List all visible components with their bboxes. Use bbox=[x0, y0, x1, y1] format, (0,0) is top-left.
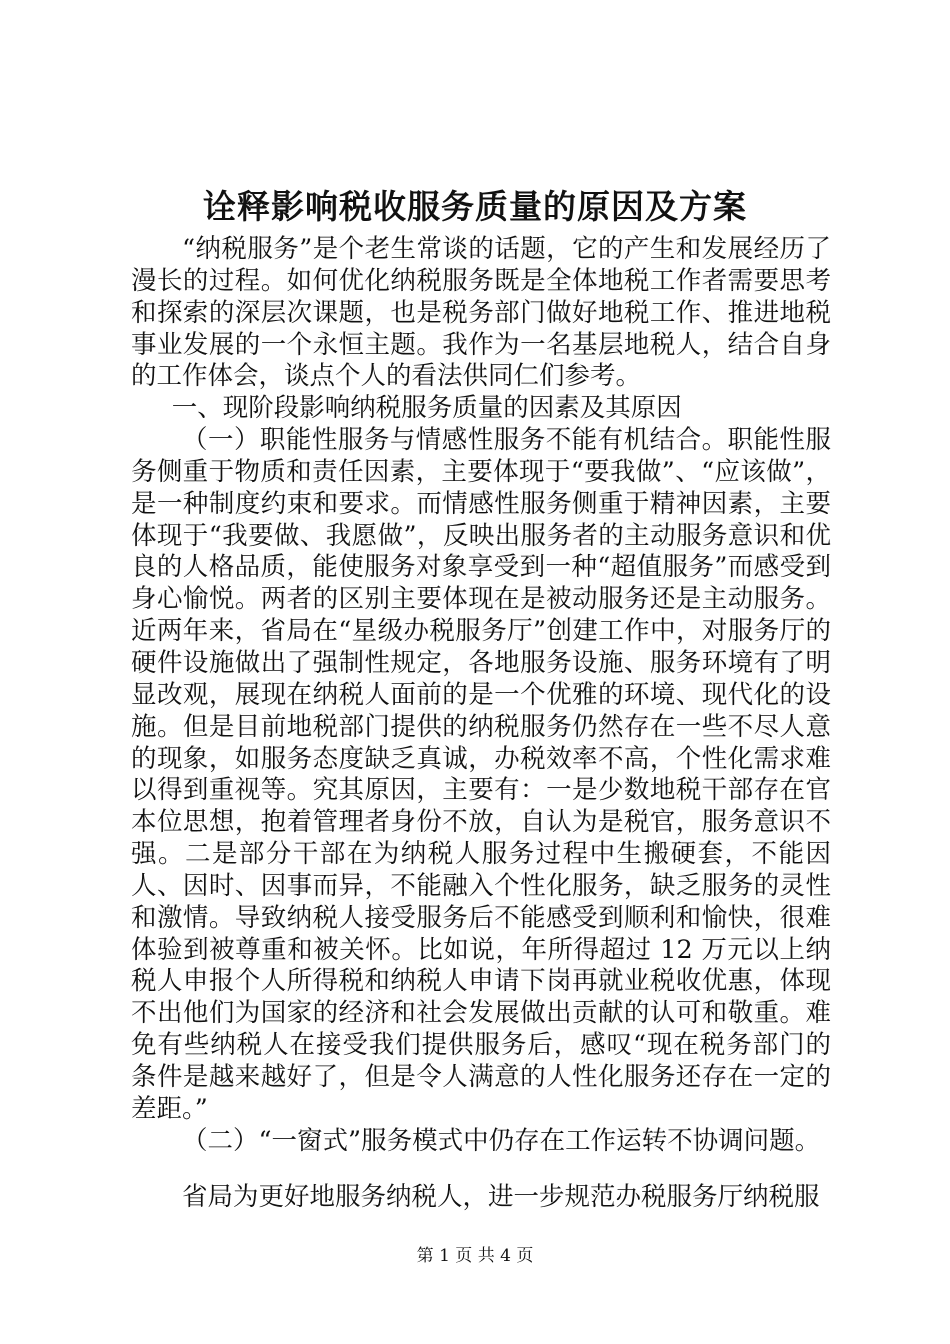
document-title: 诠释影响税收服务质量的原因及方案 bbox=[203, 187, 747, 226]
subsection-paragraph-1: （一）职能性服务与情感性服务不能有机结合。职能性服务侧重于物质和责任因素，主要体现于“要我做”、“应该做”，是一种制度约束和要求。而情感性服务侧重于精神因素，主要体现于“我要做、我愿做”，反映出服务者的主动服务意识和优良的人格品质，能使服务对象享受到一种“超值服务”而感受到身心愉悦。两者的区别主要体现在是被动服务还是主动服务。近两年来，省局在“星级办税服务厅”创建工作中，对服务厅的硬件设施做出了强制性规定，各地服务设施、服务环境有了明显改观，展现在纳税人面前的是一个优雅的环境、现代化的设施。但是目前地税部门提供的纳税服务仍然存在一些不尽人意的现象，如服务态度缺乏真诚，办税效率不高，个性化需求难以得到重视等。究其原因，主要有：一是少数地税干部存在官本位思想，抱着管理者身份不放，自认为是税官，服务意识不强。二是部分干部在为纳税人服务过程中生搬硬套，不能因人、因时、因事而异，不能融入个性化服务，缺乏服务的灵性和激情。导致纳税人接受服务后不能感受到顺利和愉快，很难体验到被尊重和被关怀。比如说，年所得超过 12 万元以上纳税人申报个人所得税和纳税人申请下岗再就业税收优惠，体现不出他们为国家的经济和社会发展做出贡献的认可和敬重。难免有些纳税人在接受我们提供服务后，感叹“现在税务部门的条件是越来越好了，但是令人满意的人性化服务还存在一定的差距。” bbox=[131, 425, 831, 1124]
subsection-heading-2: （二）“一窗式”服务模式中仍存在工作运转不协调问题。 bbox=[182, 1125, 821, 1156]
page-number-footer: 第 1 页 共 4 页 bbox=[416, 1246, 534, 1266]
continuation-paragraph: 省局为更好地服务纳税人，进一步规范办税服务厅纳税服 bbox=[182, 1182, 820, 1213]
document-body bbox=[131, 234, 831, 1214]
intro-paragraph: “纳税服务”是个老生常谈的话题，它的产生和发展经历了漫长的过程。如何优化纳税服务既是全体地税工作者需要思考和探索的深层次课题，也是税务部门做好地税工作、推进地税事业发展的一个永恒主题。我作为一名基层地税人，结合自身的工作体会，谈点个人的看法供同仁们参考。 bbox=[131, 234, 831, 392]
section-heading: 一、现阶段影响纳税服务质量的因素及其原因 bbox=[171, 393, 682, 424]
